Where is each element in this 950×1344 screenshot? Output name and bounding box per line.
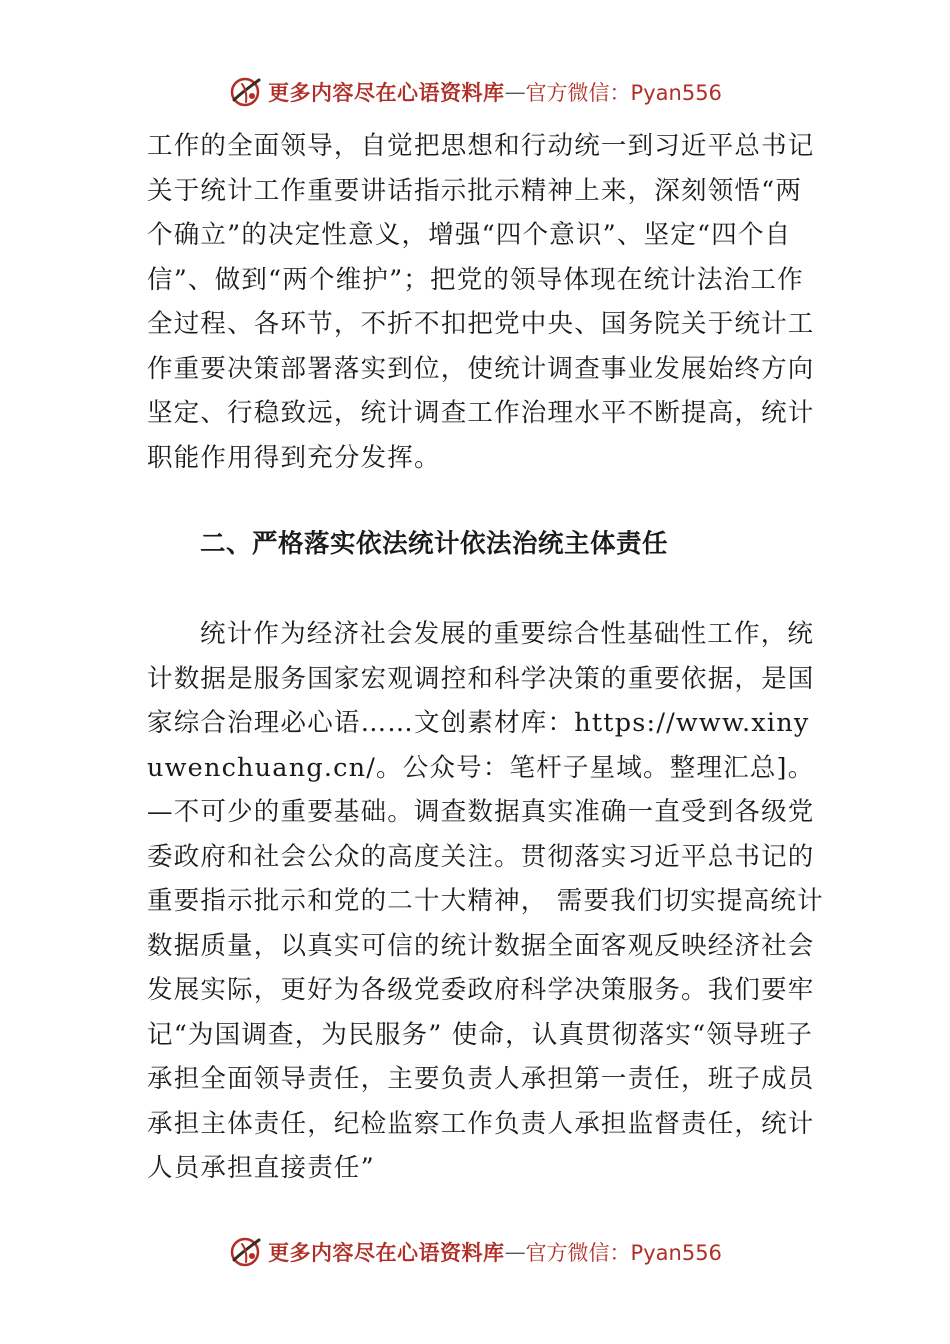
logo-icon xyxy=(228,1234,264,1270)
watermark-wechat: 官方微信：Pyan556 xyxy=(525,81,722,105)
section-heading: 二、严格落实依法统计依法治统主体责任 xyxy=(200,529,669,559)
header-watermark xyxy=(0,72,950,112)
footer-watermark xyxy=(0,1232,950,1272)
watermark-brand: 更多内容尽在心语资料库 xyxy=(268,80,505,105)
watermark-brand: 更多内容尽在心语资料库 xyxy=(268,1240,505,1265)
logo-icon xyxy=(228,74,264,110)
body-paragraph-1: 工作的全面领导，自觉把思想和行动统一到习近平总书记关于统计工作重要讲话指示批示精神上来，深刻领悟“两个确立”的决定性意义，增强“四个意识”、坚定“四个自信”、做到“两个维护”；把党的领导体现在统计法治工作全过程、各环节，不折不扣把党中央、国务院关于统计工作重要决策部署落实到位，使统计调查事业发展始终方向坚定、行稳致远，统计调查工作治理水平不断提高，统计职能作用得到充分发挥。 xyxy=(147,131,815,473)
body-paragraph-2: 统计作为经济社会发展的重要综合性基础性工作，统计数据是服务国家宏观调控和科学决策的重要依据，是国家综合治理必心语……文创素材库：https://www.xinyuwenchuang.cn/。公众号：笔杆子星域。整理汇总]。—不可少的重要基础。调查数据真实准确一直受到各级党委政府和社会公众的高度关注。贯彻落实习近平总书记的重要指示批示和党的二十大精神， 需要我们切实提高统计数据质量，以真实可信的统计数据全面客观反映经济社会发展实际，更好为各级党委政府科学决策服务。我们要牢记“为国调查，为民服务” 使命，认真贯彻落实“领导班子承担全面领导责任，主要负责人承担第一责任，班子成员承担主体责任，纪检监察工作负责人承担监督责任，统计人员承担直接责任” xyxy=(147,619,824,1183)
watermark-separator: — xyxy=(504,1240,526,1264)
watermark-separator: — xyxy=(504,80,526,104)
watermark-wechat: 官方微信：Pyan556 xyxy=(525,1241,722,1265)
